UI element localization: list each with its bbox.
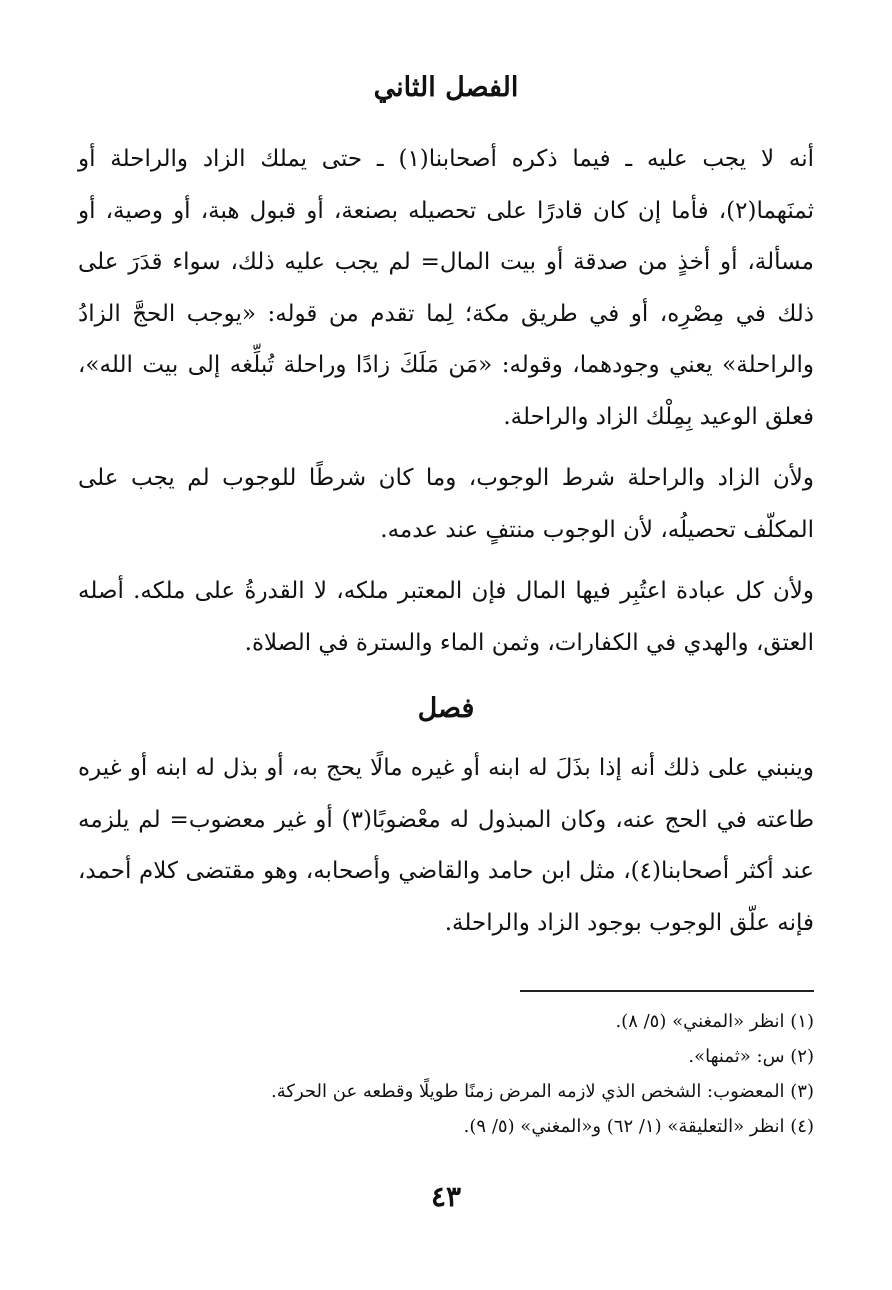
section-title: فصل	[417, 693, 475, 724]
chapter-title: الفصل الثاني	[373, 72, 519, 103]
section-paragraph: وينبني على ذلك أنه إذا بذَلَ له ابنه أو غيره مالًا يحج به، أو بذل له ابنه أو غيره طاعته في الحج عنه، وكان المبذول له معْضوبًا(٣) أو غير معضوب= لم يلزمه عند أكثر أصحابنا(٤)، مثل ابن حامد والقاضي وأصحابه، وهو مقتضى كلام أحمد، فإنه علّق الوجوب بوجود الزاد والراحلة.	[78, 755, 814, 936]
page-number: ٤٣	[430, 1180, 462, 1213]
footnote-4: (٤) انظر «التعليقة» (١/ ٦٢) و«المغني» (٥/ ٩).	[463, 1116, 814, 1137]
footnote-2: (٢) س: «ثمنها».	[688, 1046, 814, 1067]
footnote-1: (١) انظر «المغني» (٥/ ٨).	[615, 1011, 814, 1032]
footnote-divider	[520, 990, 814, 992]
paragraph-1: أنه لا يجب عليه ـ فيما ذكره أصحابنا(١) ـ حتى يملك الزاد والراحلة أو ثمنَهما(٢)، فأما إن كان قادرًا على تحصيله بصنعة، أو قبول هبة، أو وصية، أو مسألة، أو أخذٍ من صدقة أو بيت المال= لم يجب عليه ذلك، سواء قدَرَ على ذلك في مِصْرِه، أو في طريق مكة؛ لِما تقدم من قوله: «يوجب الحجَّ الزادُ والراحلة» يعني وجودهما، وقوله: «مَن مَلَكَ زادًا وراحلة تُبلِّغه إلى بيت الله»، فعلق الوعيد بِمِلْك الزاد والراحلة.	[78, 146, 814, 430]
paragraph-2: ولأن الزاد والراحلة شرط الوجوب، وما كان شرطًا للوجوب لم يجب على المكلّف تحصيلُه، لأن الوجوب منتفٍ عند عدمه.	[78, 465, 814, 543]
footnotes	[78, 1004, 814, 1144]
paragraph-3: ولأن كل عبادة اعتُبِر فيها المال فإن المعتبر ملكه، لا القدرةُ على ملكه. أصله العتق، والهدي في الكفارات، وثمن الماء والسترة في الصلاة.	[78, 578, 814, 656]
footnote-3: (٣) المعضوب: الشخص الذي لازمه المرض زمنًا طويلًا وقطعه عن الحركة.	[271, 1081, 814, 1102]
page-body	[78, 60, 814, 959]
